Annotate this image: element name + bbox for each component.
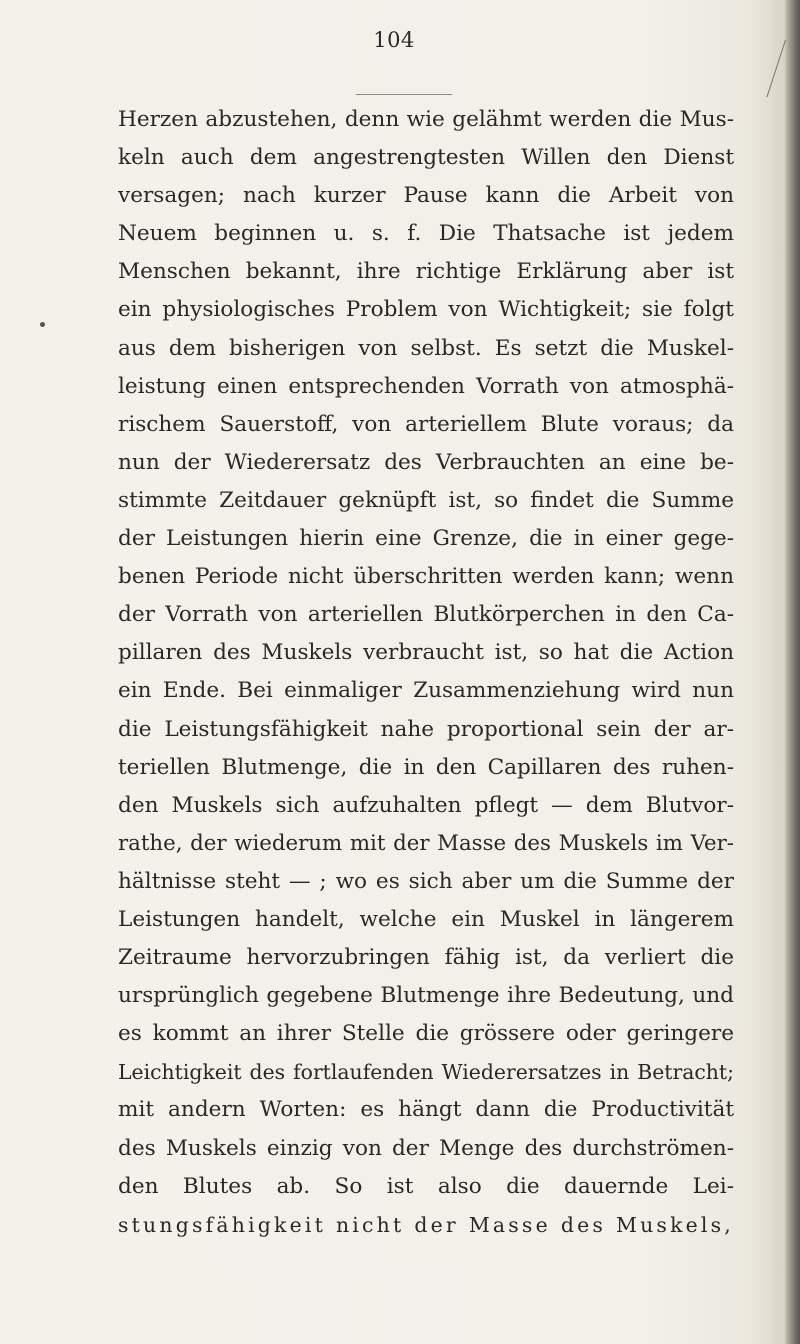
text-line: rischem Sauerstoff, von arteriellem Blute voraus; da [118, 411, 734, 437]
text-line: benen Periode nicht überschritten werden kann; wenn [118, 564, 734, 590]
text-line: der Vorrath von arteriellen Blutkörperchen in den Ca- [118, 602, 734, 628]
body-text [118, 101, 734, 1244]
text-line: die Leistungsfähigkeit nahe proportional sein der ar- [118, 716, 734, 742]
text-line: den Blutes ab. So ist also die dauernde Lei- [118, 1173, 734, 1199]
text-line: den Muskels sich aufzuhalten pflegt — dem Blutvor- [118, 792, 734, 818]
text-line: rathe, der wiederum mit der Masse des Muskels im Ver- [118, 830, 734, 856]
text-line: leistung einen entsprechenden Vorrath von atmosphä- [118, 373, 734, 399]
text-line: versagen; nach kurzer Pause kann die Arbeit von [118, 183, 734, 209]
text-line: nun der Wiederersatz des Verbrauchten an eine be- [118, 449, 734, 475]
text-line: stungsfähigkeit nicht der Masse des Muskels, [118, 1212, 734, 1237]
text-line: keln auch dem angestrengtesten Willen den Dienst [118, 145, 734, 171]
text-line: aus dem bisherigen von selbst. Es setzt die Muskel- [118, 335, 734, 361]
text-line: Herzen abzustehen, denn wie gelähmt werden die Mus- [118, 107, 734, 132]
margin-dot [40, 322, 45, 327]
text-line: Leichtigkeit des fortlaufenden Wiederersatzes in Betracht; [118, 1060, 734, 1085]
text-line: ein Ende. Bei einmaliger Zusammenziehung wird nun [118, 678, 734, 704]
text-line: mit andern Worten: es hängt dann die Productivität [118, 1097, 734, 1123]
text-line: hältnisse steht — ; wo es sich aber um die Summe der [118, 868, 734, 894]
text-line: Neuem beginnen u. s. f. Die Thatsache ist jedem [118, 221, 734, 247]
text-line: teriellen Blutmenge, die in den Capillaren des ruhen- [118, 754, 734, 780]
text-line: ursprünglich gegebene Blutmenge ihre Bedeutung, und [118, 983, 734, 1009]
text-line: pillaren des Muskels verbraucht ist, so hat die Action [118, 640, 734, 666]
page-edge-shadow [784, 0, 800, 1344]
text-line: Leistungen handelt, welche ein Muskel in längerem [118, 906, 734, 932]
header-rule [356, 94, 452, 95]
text-line: Zeitraume hervorzubringen fähig ist, da verliert die [118, 945, 734, 971]
page-number: 104 [373, 28, 415, 52]
text-line: es kommt an ihrer Stelle die grössere oder geringere [118, 1021, 734, 1047]
text-line: der Leistungen hierin eine Grenze, die in einer gege- [118, 526, 734, 552]
text-line: Menschen bekannt, ihre richtige Erklärung aber ist [118, 259, 734, 285]
text-line: des Muskels einzig von der Menge des durchströmen- [118, 1135, 734, 1161]
text-line: stimmte Zeitdauer geknüpft ist, so findet die Summe [118, 487, 734, 513]
text-line: ein physiologisches Problem von Wichtigkeit; sie folgt [118, 297, 734, 323]
